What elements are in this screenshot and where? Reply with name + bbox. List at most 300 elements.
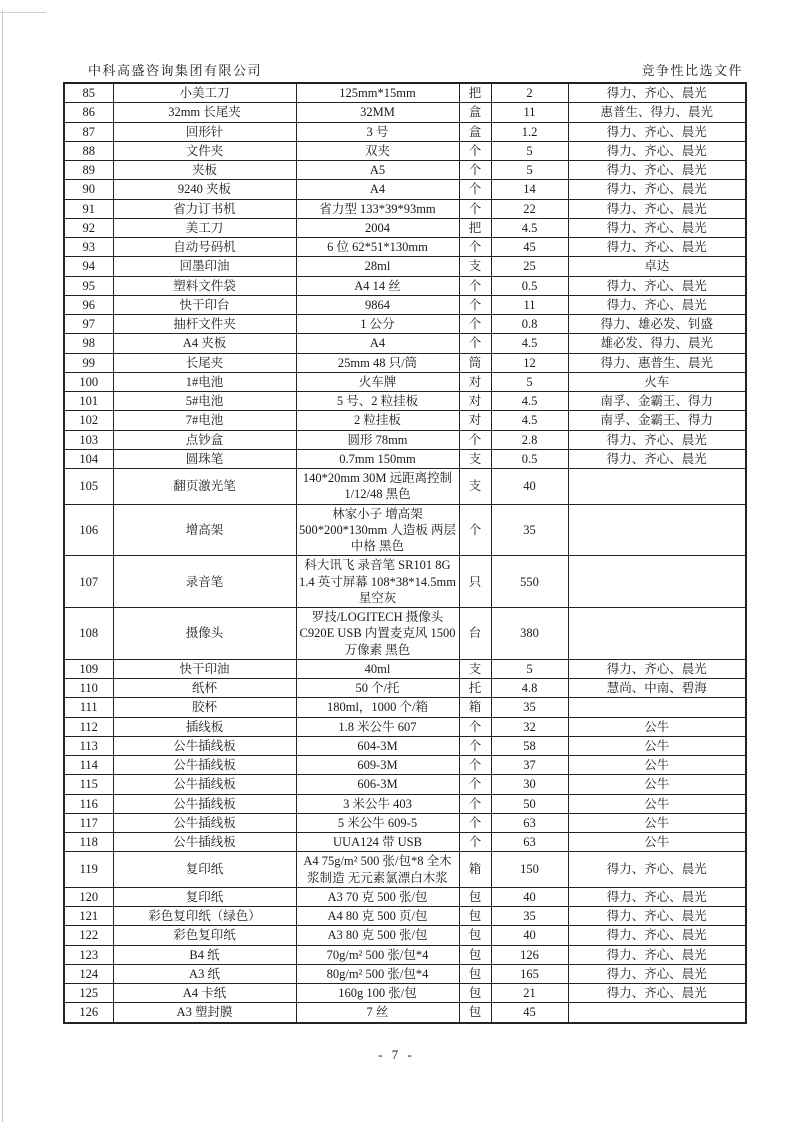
cell-unit: 个 (459, 180, 491, 199)
cell-no: 125 (64, 984, 113, 1003)
cell-no: 114 (64, 756, 113, 775)
cell-name: 圆珠笔 (113, 449, 296, 468)
cell-spec: A3 70 克 500 张/包 (296, 887, 459, 906)
table-row (64, 556, 746, 608)
cell-spec: 125mm*15mm (296, 83, 459, 103)
table-row (64, 794, 746, 813)
cell-spec: 3 号 (296, 122, 459, 141)
cell-name: 抽杆文件夹 (113, 315, 296, 334)
cell-name: 9240 夹板 (113, 180, 296, 199)
cell-brands: 公牛 (568, 756, 746, 775)
cell-unit: 个 (459, 756, 491, 775)
cell-spec: 28ml (296, 257, 459, 276)
cell-spec: 1 公分 (296, 315, 459, 334)
cell-brands: 南孚、金霸王、得力 (568, 392, 746, 411)
table-row (64, 736, 746, 755)
cell-qty: 35 (491, 907, 568, 926)
table-row (64, 161, 746, 180)
cell-unit: 个 (459, 161, 491, 180)
cell-spec: UUA124 带 USB (296, 833, 459, 852)
cell-name: 摄像头 (113, 608, 296, 660)
cell-qty: 40 (491, 926, 568, 945)
cell-name: 快干印台 (113, 295, 296, 314)
cell-unit: 筒 (459, 353, 491, 372)
cell-no: 118 (64, 833, 113, 852)
cell-name: A3 塑封膜 (113, 1003, 296, 1023)
cell-name: 公牛插线板 (113, 775, 296, 794)
cell-unit: 包 (459, 926, 491, 945)
cell-qty: 63 (491, 833, 568, 852)
cell-brands: 得力、齐心、晨光 (568, 984, 746, 1003)
cell-spec: 3 米公牛 403 (296, 794, 459, 813)
table-row (64, 334, 746, 353)
cell-qty: 1.2 (491, 122, 568, 141)
cell-spec: 9864 (296, 295, 459, 314)
cell-spec: 2004 (296, 218, 459, 237)
cell-brands (568, 1003, 746, 1023)
table-row (64, 907, 746, 926)
cell-spec: 32MM (296, 103, 459, 122)
cell-brands: 公牛 (568, 717, 746, 736)
cell-unit: 箱 (459, 852, 491, 888)
cell-no: 102 (64, 411, 113, 430)
cell-no: 101 (64, 392, 113, 411)
supplies-table (63, 82, 747, 1024)
cell-brands (568, 608, 746, 660)
table-row (64, 852, 746, 888)
cell-name: 小美工刀 (113, 83, 296, 103)
cell-unit: 包 (459, 1003, 491, 1023)
table-row (64, 833, 746, 852)
cell-unit: 个 (459, 199, 491, 218)
cell-unit: 个 (459, 238, 491, 257)
cell-brands: 得力、齐心、晨光 (568, 449, 746, 468)
cell-brands: 得力、齐心、晨光 (568, 887, 746, 906)
cell-qty: 11 (491, 295, 568, 314)
cell-brands: 得力、齐心、晨光 (568, 83, 746, 103)
cell-name: 翻页激光笔 (113, 469, 296, 505)
cell-name: 公牛插线板 (113, 794, 296, 813)
cell-name: 32mm 长尾夹 (113, 103, 296, 122)
cell-unit: 个 (459, 276, 491, 295)
cell-brands: 惠普生、得力、晨光 (568, 103, 746, 122)
table-row (64, 717, 746, 736)
cell-brands: 得力、齐心、晨光 (568, 659, 746, 678)
table-row (64, 218, 746, 237)
cell-no: 126 (64, 1003, 113, 1023)
table-row (64, 141, 746, 160)
cell-spec: 180ml，1000 个/箱 (296, 698, 459, 717)
cell-no: 91 (64, 199, 113, 218)
cell-no: 96 (64, 295, 113, 314)
table-row (64, 926, 746, 945)
cell-qty: 40 (491, 469, 568, 505)
table-row (64, 295, 746, 314)
cell-spec: 7 丝 (296, 1003, 459, 1023)
table-row (64, 449, 746, 468)
cell-unit: 个 (459, 717, 491, 736)
company-name-header: 中科高盛咨询集团有限公司 (88, 63, 263, 78)
cell-qty: 32 (491, 717, 568, 736)
cell-name: 5#电池 (113, 392, 296, 411)
cell-brands: 公牛 (568, 813, 746, 832)
cell-name: 彩色复印纸 (113, 926, 296, 945)
cell-name: 文件夹 (113, 141, 296, 160)
cell-unit: 对 (459, 411, 491, 430)
cell-unit: 包 (459, 907, 491, 926)
cell-spec: 2 粒挂板 (296, 411, 459, 430)
document-type-header: 竞争性比选文件 (641, 63, 743, 78)
cell-spec: 609-3M (296, 756, 459, 775)
cell-name: 长尾夹 (113, 353, 296, 372)
table-row (64, 698, 746, 717)
cell-qty: 2 (491, 83, 568, 103)
cell-qty: 5 (491, 141, 568, 160)
cell-brands: 得力、齐心、晨光 (568, 218, 746, 237)
cell-unit: 包 (459, 984, 491, 1003)
cell-unit: 台 (459, 608, 491, 660)
table-row (64, 372, 746, 391)
cell-unit: 个 (459, 794, 491, 813)
cell-no: 122 (64, 926, 113, 945)
cell-spec: 圆形 78mm (296, 430, 459, 449)
cell-no: 120 (64, 887, 113, 906)
cell-name: 公牛插线板 (113, 833, 296, 852)
cell-no: 107 (64, 556, 113, 608)
cell-name: 彩色复印纸（绿色） (113, 907, 296, 926)
cell-no: 103 (64, 430, 113, 449)
cell-no: 115 (64, 775, 113, 794)
cell-spec: 70g/m² 500 张/包*4 (296, 945, 459, 964)
cell-brands: 南孚、金霸王、得力 (568, 411, 746, 430)
cell-brands: 得力、齐心、晨光 (568, 122, 746, 141)
cell-name: 点钞盒 (113, 430, 296, 449)
cell-brands: 得力、齐心、晨光 (568, 238, 746, 257)
cell-spec: A5 (296, 161, 459, 180)
cell-unit: 对 (459, 392, 491, 411)
cell-spec: A4 75g/m² 500 张/包*8 全木浆制造 无元素氯漂白木浆 (296, 852, 459, 888)
table-row (64, 659, 746, 678)
cell-brands: 得力、惠普生、晨光 (568, 353, 746, 372)
cell-brands: 得力、齐心、晨光 (568, 964, 746, 983)
cell-spec: A4 14 丝 (296, 276, 459, 295)
cell-qty: 25 (491, 257, 568, 276)
cell-unit: 个 (459, 504, 491, 556)
cell-unit: 个 (459, 833, 491, 852)
cell-unit: 个 (459, 775, 491, 794)
cell-spec: A4 (296, 180, 459, 199)
cell-brands: 得力、齐心、晨光 (568, 430, 746, 449)
cell-qty: 5 (491, 161, 568, 180)
cell-spec: 火车牌 (296, 372, 459, 391)
cell-qty: 35 (491, 698, 568, 717)
page-border-left (2, 10, 3, 1122)
cell-no: 100 (64, 372, 113, 391)
cell-brands: 公牛 (568, 794, 746, 813)
cell-qty: 21 (491, 984, 568, 1003)
cell-brands: 得力、齐心、晨光 (568, 276, 746, 295)
cell-qty: 63 (491, 813, 568, 832)
cell-no: 119 (64, 852, 113, 888)
cell-qty: 4.5 (491, 218, 568, 237)
table-row (64, 199, 746, 218)
cell-name: 复印纸 (113, 887, 296, 906)
table-row (64, 238, 746, 257)
cell-unit: 只 (459, 556, 491, 608)
cell-spec: 双夹 (296, 141, 459, 160)
cell-name: 快干印油 (113, 659, 296, 678)
cell-spec: 林家小子 增高架 500*200*130mm 人造板 两层中格 黑色 (296, 504, 459, 556)
cell-brands: 得力、雄必发、钊盛 (568, 315, 746, 334)
cell-brands (568, 504, 746, 556)
cell-spec: 省力型 133*39*93mm (296, 199, 459, 218)
cell-spec: 40ml (296, 659, 459, 678)
cell-unit: 箱 (459, 698, 491, 717)
cell-qty: 40 (491, 887, 568, 906)
cell-no: 89 (64, 161, 113, 180)
cell-name: A3 纸 (113, 964, 296, 983)
cell-spec: 606-3M (296, 775, 459, 794)
cell-no: 104 (64, 449, 113, 468)
cell-unit: 托 (459, 679, 491, 698)
page-number: - 7 - (378, 1047, 415, 1062)
cell-name: 录音笔 (113, 556, 296, 608)
table-row (64, 430, 746, 449)
cell-qty: 380 (491, 608, 568, 660)
table-row (64, 775, 746, 794)
cell-brands (568, 556, 746, 608)
cell-spec: 25mm 48 只/筒 (296, 353, 459, 372)
cell-name: 插线板 (113, 717, 296, 736)
cell-spec: A4 (296, 334, 459, 353)
cell-no: 86 (64, 103, 113, 122)
cell-name: 夹板 (113, 161, 296, 180)
cell-name: 7#电池 (113, 411, 296, 430)
cell-unit: 把 (459, 218, 491, 237)
cell-qty: 58 (491, 736, 568, 755)
cell-no: 90 (64, 180, 113, 199)
cell-qty: 4.5 (491, 411, 568, 430)
cell-brands: 公牛 (568, 775, 746, 794)
cell-brands: 火车 (568, 372, 746, 391)
cell-brands: 得力、齐心、晨光 (568, 161, 746, 180)
cell-name: 回墨印油 (113, 257, 296, 276)
cell-brands: 得力、齐心、晨光 (568, 945, 746, 964)
cell-brands: 雄必发、得力、晨光 (568, 334, 746, 353)
cell-qty: 165 (491, 964, 568, 983)
cell-name: 公牛插线板 (113, 813, 296, 832)
cell-no: 97 (64, 315, 113, 334)
cell-qty: 5 (491, 372, 568, 391)
table-row (64, 608, 746, 660)
cell-no: 110 (64, 679, 113, 698)
table-row (64, 945, 746, 964)
cell-unit: 支 (459, 469, 491, 505)
cell-qty: 35 (491, 504, 568, 556)
cell-unit: 对 (459, 372, 491, 391)
cell-unit: 把 (459, 83, 491, 103)
cell-spec: 50 个/托 (296, 679, 459, 698)
table-row (64, 122, 746, 141)
cell-brands: 得力、齐心、晨光 (568, 926, 746, 945)
cell-no: 92 (64, 218, 113, 237)
cell-no: 105 (64, 469, 113, 505)
cell-spec: 1.8 米公牛 607 (296, 717, 459, 736)
cell-qty: 11 (491, 103, 568, 122)
cell-unit: 包 (459, 945, 491, 964)
cell-brands: 得力、齐心、晨光 (568, 295, 746, 314)
cell-qty: 37 (491, 756, 568, 775)
table-row (64, 276, 746, 295)
cell-name: 复印纸 (113, 852, 296, 888)
cell-unit: 支 (459, 257, 491, 276)
cell-name: 1#电池 (113, 372, 296, 391)
cell-unit: 盒 (459, 103, 491, 122)
cell-brands: 得力、齐心、晨光 (568, 907, 746, 926)
table-row (64, 180, 746, 199)
cell-spec: 科大讯飞 录音笔 SR101 8G 1.4 英寸屏幕 108*38*14.5mm 星空灰 (296, 556, 459, 608)
cell-unit: 个 (459, 813, 491, 832)
cell-brands: 得力、齐心、晨光 (568, 852, 746, 888)
cell-qty: 0.5 (491, 449, 568, 468)
table-row (64, 504, 746, 556)
table-row (64, 411, 746, 430)
cell-brands: 卓达 (568, 257, 746, 276)
table-row (64, 103, 746, 122)
cell-no: 123 (64, 945, 113, 964)
cell-no: 93 (64, 238, 113, 257)
cell-brands: 得力、齐心、晨光 (568, 141, 746, 160)
cell-no: 124 (64, 964, 113, 983)
cell-name: A4 卡纸 (113, 984, 296, 1003)
cell-no: 94 (64, 257, 113, 276)
cell-no: 88 (64, 141, 113, 160)
table-row (64, 756, 746, 775)
cell-unit: 个 (459, 315, 491, 334)
cell-qty: 150 (491, 852, 568, 888)
cell-no: 98 (64, 334, 113, 353)
cell-no: 117 (64, 813, 113, 832)
cell-qty: 126 (491, 945, 568, 964)
cell-spec: 0.7mm 150mm (296, 449, 459, 468)
cell-brands: 公牛 (568, 736, 746, 755)
cell-spec: 140*20mm 30M 远距离控制 1/12/48 黑色 (296, 469, 459, 505)
cell-no: 116 (64, 794, 113, 813)
cell-no: 109 (64, 659, 113, 678)
cell-name: 塑料文件袋 (113, 276, 296, 295)
cell-qty: 30 (491, 775, 568, 794)
cell-brands: 得力、齐心、晨光 (568, 199, 746, 218)
cell-name: 自动号码机 (113, 238, 296, 257)
cell-name: B4 纸 (113, 945, 296, 964)
cell-name: 公牛插线板 (113, 756, 296, 775)
cell-qty: 4.5 (491, 334, 568, 353)
cell-qty: 50 (491, 794, 568, 813)
cell-spec: 6 位 62*51*130mm (296, 238, 459, 257)
cell-qty: 0.8 (491, 315, 568, 334)
cell-brands: 慧尚、中南、碧海 (568, 679, 746, 698)
cell-unit: 个 (459, 295, 491, 314)
cell-no: 87 (64, 122, 113, 141)
cell-qty: 5 (491, 659, 568, 678)
cell-no: 121 (64, 907, 113, 926)
cell-brands: 公牛 (568, 833, 746, 852)
cell-no: 85 (64, 83, 113, 103)
cell-unit: 支 (459, 449, 491, 468)
cell-spec: 80g/m² 500 张/包*4 (296, 964, 459, 983)
items-table-body (64, 83, 746, 1023)
cell-qty: 14 (491, 180, 568, 199)
table-row (64, 984, 746, 1003)
cell-no: 99 (64, 353, 113, 372)
cell-no: 108 (64, 608, 113, 660)
table-row (64, 679, 746, 698)
cell-qty: 0.5 (491, 276, 568, 295)
cell-unit: 包 (459, 964, 491, 983)
cell-no: 112 (64, 717, 113, 736)
cell-spec: A4 80 克 500 页/包 (296, 907, 459, 926)
cell-no: 106 (64, 504, 113, 556)
cell-qty: 4.8 (491, 679, 568, 698)
cell-unit: 支 (459, 659, 491, 678)
table-row (64, 315, 746, 334)
cell-spec: 160g 100 张/包 (296, 984, 459, 1003)
cell-qty: 45 (491, 238, 568, 257)
cell-brands (568, 698, 746, 717)
cell-name: 美工刀 (113, 218, 296, 237)
table-row (64, 353, 746, 372)
cell-qty: 2.8 (491, 430, 568, 449)
cell-unit: 个 (459, 334, 491, 353)
table-row (64, 83, 746, 103)
cell-name: 胶杯 (113, 698, 296, 717)
table-row (64, 813, 746, 832)
cell-no: 113 (64, 736, 113, 755)
cell-name: 增高架 (113, 504, 296, 556)
cell-unit: 个 (459, 430, 491, 449)
cell-no: 111 (64, 698, 113, 717)
cell-brands (568, 469, 746, 505)
table-row (64, 887, 746, 906)
cell-unit: 包 (459, 887, 491, 906)
cell-spec: 罗技/LOGITECH 摄像头 C920E USB 内置麦克风 1500 万像素 黑色 (296, 608, 459, 660)
cell-qty: 45 (491, 1003, 568, 1023)
table-row (64, 257, 746, 276)
cell-qty: 4.5 (491, 392, 568, 411)
cell-spec: 604-3M (296, 736, 459, 755)
cell-name: 纸杯 (113, 679, 296, 698)
page-border-top (0, 12, 46, 13)
cell-name: A4 夹板 (113, 334, 296, 353)
table-row (64, 1003, 746, 1023)
cell-no: 95 (64, 276, 113, 295)
table-row (64, 964, 746, 983)
table-row (64, 469, 746, 505)
table-row (64, 392, 746, 411)
cell-unit: 个 (459, 141, 491, 160)
cell-qty: 22 (491, 199, 568, 218)
cell-name: 回形针 (113, 122, 296, 141)
cell-name: 省力订书机 (113, 199, 296, 218)
cell-unit: 个 (459, 736, 491, 755)
cell-brands: 得力、齐心、晨光 (568, 180, 746, 199)
cell-spec: A3 80 克 500 张/包 (296, 926, 459, 945)
cell-spec: 5 米公牛 609-5 (296, 813, 459, 832)
cell-unit: 盒 (459, 122, 491, 141)
cell-spec: 5 号、2 粒挂板 (296, 392, 459, 411)
cell-qty: 12 (491, 353, 568, 372)
cell-name: 公牛插线板 (113, 736, 296, 755)
